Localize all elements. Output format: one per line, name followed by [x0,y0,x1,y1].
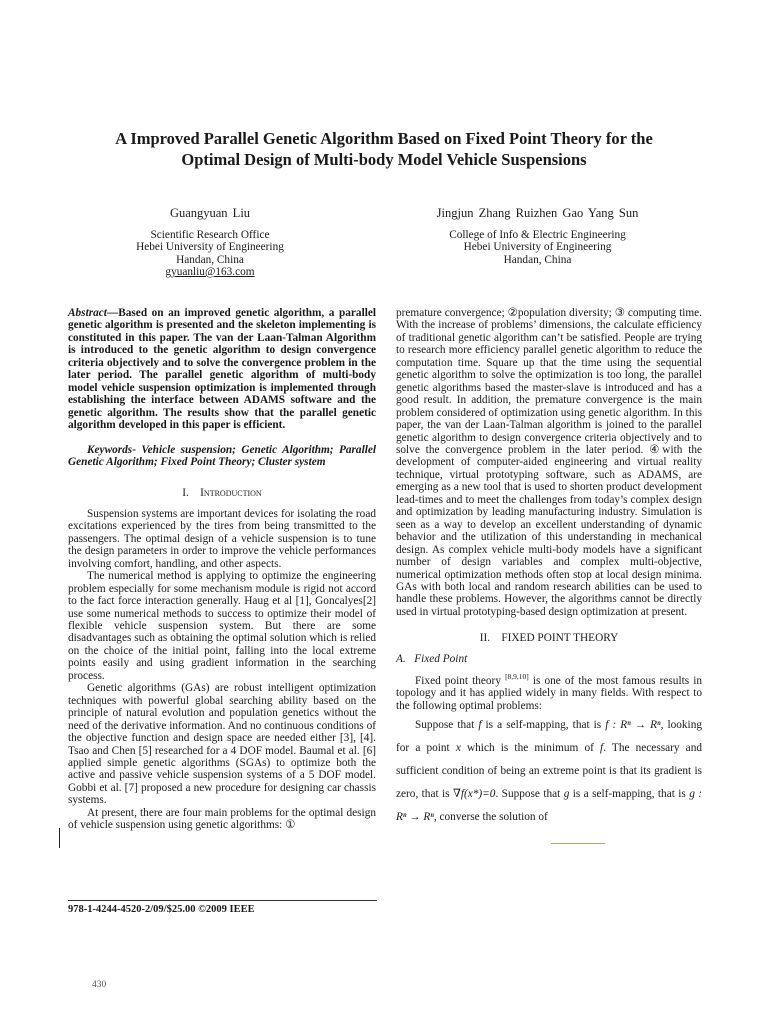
equation-underline [551,843,605,844]
footer-rule [68,900,377,901]
author-affiliation: Hebei University of Engineering [136,241,284,253]
left-column [68,307,376,832]
text-run: Fixed point theory [415,675,501,687]
intro-paragraph: Suspension systems are important devices for isolating the road excitations experienced by the tires from being transmitted to the passengers. The optimal design of a vehicle suspension is to tune the design parameters in order to improve the vehicle performances involving comfort, handling, and other aspects. [68,507,376,570]
abstract-text: —Based on an improved genetic algorithm, a parallel genetic algorithm is presented and the skeleton implementing is constituted in this paper. The van der Laan-Talman Algorithm is introduced to the genetic algorithm to design convergence criteria objectively and to solve the convergence problem in the later period. The parallel genetic algorithm of multi-body model vehicle suspension optimization is implemented through establishing the interface between ADAMS software and the genetic algorithm. The results show that the parallel genetic algorithm developed in this paper is efficient. [68,307,376,432]
abstract [68,307,376,432]
section-title: Introduction [200,487,262,500]
page-number: 430 [92,980,107,990]
abstract-label: Abstract [68,307,107,319]
author-name: Jingjun Zhang Ruizhen Gao Yang Sun [436,206,639,220]
author-email-link[interactable]: gyuanliu@163.com [165,266,255,278]
section-heading-introduction [68,487,376,499]
author-affiliation: College of Info & Electric Engineering [449,228,626,241]
author-affiliation: Handan, China [503,253,572,266]
revision-bar [59,828,60,848]
intro-paragraph: The numerical method is applying to optimize the engineering problem especially for some mechanism module is rigid not accord to the fact force interaction generally. Haug et al [1], Goncalyes[2] use some numerical methods to success to optimize their model of flexible vehicle suspension system. But there are some disadvantages such as obtaining the optimal solution which is relied on the choice of the initial point, falling into the local extreme points easily and using gradient information in the searching process. [68,570,376,682]
citation-ref: [8,9,10] [505,672,529,682]
section-title: FIXED POINT THEORY [501,632,619,645]
math-expression: ∇f(x*)=0 [452,788,496,801]
subsection-heading [396,653,702,665]
title-line-2: Optimal Design of Multi-body Model Vehicle Suspensions [181,150,587,169]
text-run: . Suppose that [495,788,564,801]
author-block-1 [110,207,310,279]
text-run: is one of the most famous results in topology and it has applied widely in many fields. With respect to the following optimal problems: [396,675,702,712]
text-run: . The necessary and sufficient condition of being an extreme point is that its gradient is zero, that is [396,742,702,801]
keywords [68,444,376,469]
text-run: , converse the solution of [433,811,548,824]
text-run: , looking for a point [396,719,702,755]
self-mapping-paragraph [396,714,702,829]
section-number: II. [479,632,491,645]
intro-paragraph: At present, there are four main problems for the optimal design of vehicle suspension using genetic algorithms: ① [68,806,376,832]
intro-continuation-paragraph: premature convergence; ②population diversity; ③ computing time. With the increase of problems’ dimensions, the calculate efficiency of traditional genetic algorithm can’t be satisfied. People are trying to research more efficiency parallel genetic algorithm to reduce the computation time. Square up that the time using the sequential genetic algorithm to solve the optimization is too long, the parallel genetic algorithms based the master-slave is introduced and has a good result. In addition, the premature convergence is the main problem considered of optimization using genetic algorithm. In this paper, the van der Laan-Talman algorithm is joined to the parallel genetic algorithm to design convergence criteria objectively and to solve the convergence problem in the later period. ④with the development of computer-aided engineering and virtual reality technique, virtual prototyping software, such as ADAMS, are emerging as a new tool that is used to shorten product development lead-times and to meet the challenges from today’s complex design and optimization by leading manufacturing industry. Simulation is seen as a way to develop an excellent understanding of dynamic behavior and the utilization of this understanding in mechanical design. As complex vehicle multi-body models have a significant number of design variables and complex multi-objective, numerical optimization methods often stop at local design minima. GAs with both local and random research abilities can be used to handle these problems. However, the algorithms cannot be directly used in virtual prototyping-based design optimization at present. [396,307,702,618]
fixed-point-paragraph [396,671,702,712]
title-line-1: A Improved Parallel Genetic Algorithm Based on Fixed Point Theory for the [115,129,653,148]
text-run: which is the minimum of [460,742,601,755]
text-run: is a self-mapping, that is [481,719,606,732]
math-symbol: f [478,719,482,732]
text-run: Suppose that [415,719,479,732]
text-run: is a self-mapping, that is [569,788,690,801]
section-heading-fixed-point-theory [396,632,702,644]
author-affiliation: Scientific Research Office [150,228,270,241]
section-number: I. [182,487,189,500]
math-expression: f : Rⁿ → Rⁿ [605,719,661,732]
keywords-text: Keywords- Vehicle suspension; Genetic Algorithm; Parallel Genetic Algorithm; Fixed Point Theory; Cluster system [68,443,376,468]
author-name: Guangyuan Liu [169,206,251,220]
math-symbol: f [600,742,604,755]
paper-title [60,128,708,170]
intro-paragraph: Genetic algorithms (GAs) are robust intelligent optimization techniques with powerful global searching ability based on the principle of natural evolution and population genetics without the need of the derivative information. And no continuous conditions of the objective function and design space are needed either [3], [4]. Tsao and Chen [5] researched for a 4 DOF model. Baumal et al. [6] applied simple genetic algorithms (SGAs) to optimize both the active and passive vehicle suspension systems of a 5 DOF model. Gobbi et al. [7] proposed a new procedure for designing car chassis systems. [68,682,376,807]
right-column [396,307,702,829]
math-expression: g : Rⁿ → Rⁿ [396,788,702,824]
author-affiliation: Hebei University of Engineering [463,241,612,253]
subsection-label: A. [396,652,406,665]
author-affiliation: Handan, China [176,253,244,266]
copyright-footer: 978-1-4244-4520-2/09/$25.00 ©2009 IEEE [68,904,255,915]
math-symbol: g [563,788,570,801]
math-symbol: x [455,742,461,755]
author-block-2 [405,207,670,266]
subsection-title: Fixed Point [414,652,468,665]
